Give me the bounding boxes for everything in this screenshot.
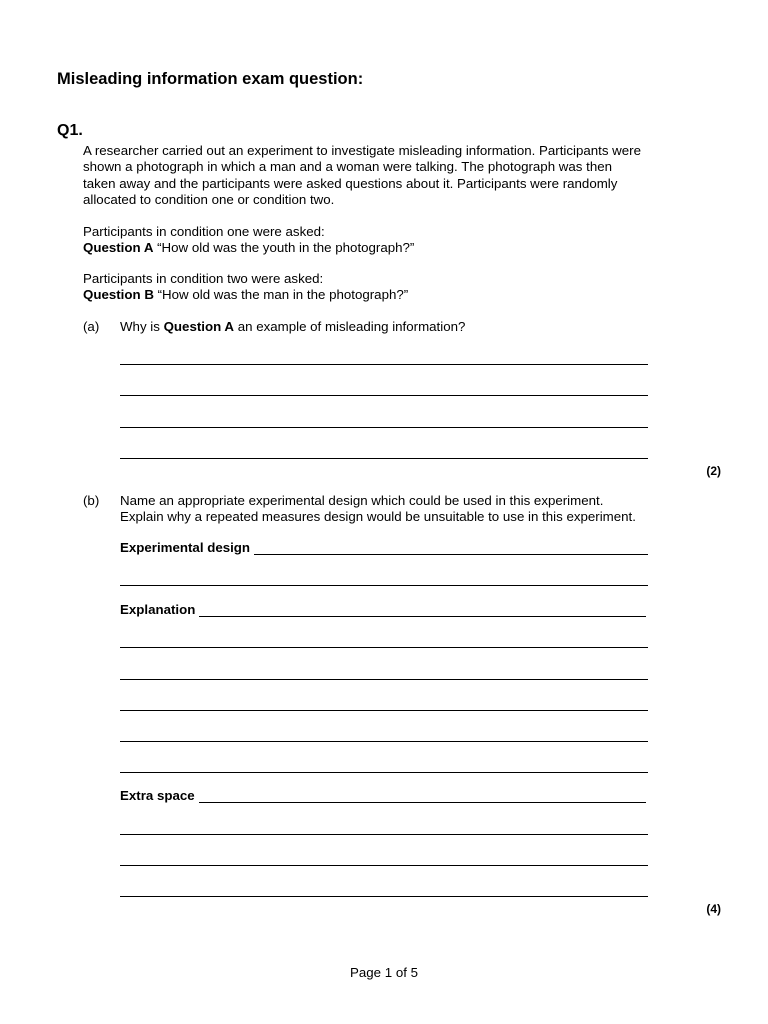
- explanation-underline[interactable]: [199, 602, 646, 617]
- answer-line[interactable]: [120, 865, 648, 866]
- extra-space-label: Extra space: [120, 788, 195, 803]
- condition-one: [83, 224, 703, 257]
- answer-line[interactable]: [120, 647, 648, 648]
- part-a-question: [120, 319, 700, 335]
- condition-one-intro: Participants in condition one were asked:: [83, 224, 325, 239]
- part-b-marks: (4): [706, 902, 721, 916]
- part-b-line2: Explain why a repeated measures design would be unsuitable to use in this experiment.: [120, 509, 636, 525]
- part-a-marks: (2): [706, 464, 721, 478]
- answer-line[interactable]: [120, 395, 648, 396]
- answer-line[interactable]: [120, 679, 648, 680]
- part-b-line1: Name an appropriate experimental design which could be used in this experiment.: [120, 493, 604, 508]
- intro-line: shown a photograph in which a man and a woman were talking. The photograph was then: [83, 159, 613, 175]
- question-b-label: Question B: [83, 287, 154, 303]
- question-number: Q1.: [57, 122, 83, 139]
- part-b-label: (b): [83, 493, 100, 508]
- answer-line[interactable]: [120, 772, 648, 773]
- condition-two: [83, 271, 703, 304]
- question-b-text: “How old was the man in the photograph?”: [153, 287, 409, 303]
- part-b-question: [120, 493, 700, 526]
- experimental-design-label: Experimental design: [120, 540, 251, 555]
- page-number: Page 1 of 5: [349, 965, 419, 980]
- answer-line[interactable]: [120, 834, 648, 835]
- answer-line[interactable]: [120, 741, 648, 742]
- answer-line[interactable]: [120, 364, 648, 365]
- condition-one-question: [83, 240, 703, 256]
- experimental-design-underline[interactable]: [254, 540, 648, 555]
- question-a-text: “How old was the youth in the photograph?”: [153, 240, 415, 256]
- page-title: Misleading information exam question:: [57, 70, 364, 88]
- part-a-label: (a): [83, 319, 100, 334]
- question-intro: [83, 143, 703, 209]
- answer-line[interactable]: [120, 710, 648, 711]
- answer-line[interactable]: [120, 427, 648, 428]
- condition-two-question: [83, 287, 703, 303]
- part-a-text-after: an example of misleading information?: [234, 319, 466, 334]
- answer-line[interactable]: [120, 896, 648, 897]
- extra-space-field[interactable]: [120, 788, 646, 803]
- answer-line[interactable]: [120, 585, 648, 586]
- intro-line: allocated to condition one or condition two.: [83, 192, 335, 208]
- answer-line[interactable]: [120, 458, 648, 459]
- extra-space-underline[interactable]: [199, 788, 646, 803]
- intro-line: taken away and the participants were asked questions about it. Participants were randomly: [83, 175, 618, 191]
- explanation-label: Explanation: [120, 602, 196, 617]
- condition-two-intro: Participants in condition two were asked:: [83, 271, 324, 286]
- experimental-design-field[interactable]: [120, 540, 648, 555]
- intro-line: A researcher carried out an experiment to investigate misleading information. Participants were: [83, 143, 642, 158]
- explanation-field[interactable]: [120, 602, 646, 617]
- question-a-label: Question A: [83, 240, 154, 256]
- part-a-text-before: Why is: [120, 319, 164, 334]
- part-a-text-bold: Question A: [163, 319, 235, 334]
